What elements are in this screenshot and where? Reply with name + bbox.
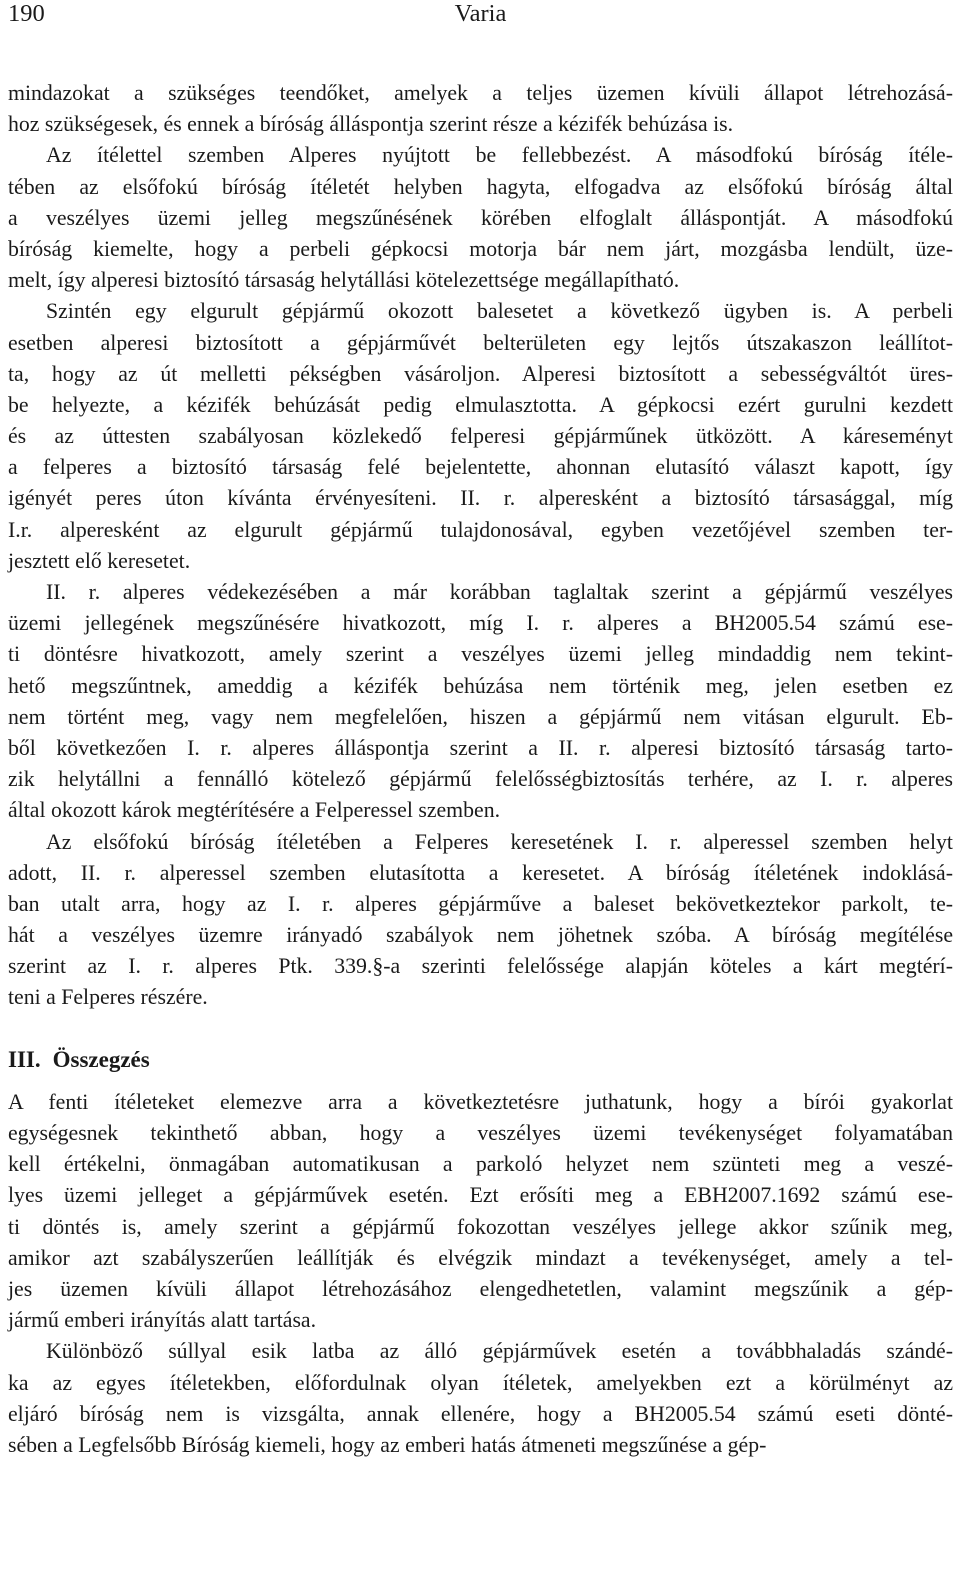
- text-line: Az ítélettel szemben Alperes nyújtott be fellebbezést. A másodfokú bíróság ítéle-: [46, 143, 953, 168]
- page-number: 190: [8, 0, 45, 27]
- text-line: jármű emberi irányítás alatt tartása.: [8, 1308, 317, 1333]
- text-line: Szintén egy elgurult gépjármű okozott balesetet a következő ügyben is. A perbeli: [46, 299, 953, 324]
- paragraph: [8, 577, 953, 827]
- paragraph: [8, 1336, 953, 1461]
- text-line: bíróság kiemelte, hogy a perbeli gépkocsi motorja bár nem járt, mozgásba lendült, üze-: [8, 236, 953, 261]
- text-line: jesztett elő keresetet.: [8, 548, 191, 573]
- text-line: ti döntés is, amely szerint a gépjármű fokozottan veszélyes jellege akkor szűnik meg,: [8, 1214, 953, 1239]
- text-line: esetben alperesi biztosított a gépjárművét belterületen egy lejtős útszakaszon leállítot-: [8, 330, 953, 355]
- text-line: sében a Legfelsőbb Bíróság kiemeli, hogy az emberi hatás átmeneti megszűnése a gép-: [8, 1432, 767, 1457]
- text-line: eljáró bíróság nem is vizsgálta, annak ellenére, hogy a BH2005.54 számú eseti dönté-: [8, 1401, 953, 1426]
- text-line: a veszélyes üzemi jelleg megszűnésének körében elfoglalt álláspontját. A másodfokú: [8, 205, 953, 230]
- text-line: szerint az I. r. alperes Ptk. 339.§-a szerinti felelőssége alapján köteles a kárt megtérí-: [8, 954, 953, 979]
- text-line: hoz szükségesek, és ennek a bíróság álláspontja szerint része a kézifék behúzása is.: [8, 112, 734, 137]
- text-line: a felperes a biztosító társaság felé bejelentette, ahonnan elutasító választ kapott, így: [8, 455, 953, 480]
- text-line: teni a Felperes részére.: [8, 985, 208, 1010]
- text-line: egységesnek tekinthető abban, hogy a veszélyes üzemi tevékenységet folyamatában: [8, 1121, 953, 1145]
- running-header: [8, 0, 953, 34]
- text-line: ta, hogy az út melletti pékségben vásároljon. Alperesi biztosított a sebességváltót üres-: [8, 361, 953, 386]
- text-line: igényét peres úton kívánta érvényesíteni. II. r. alperesként a biztosító társasággal, míg: [8, 486, 953, 511]
- text-line: amikor azt szabályszerűen leállítják és elvégzik mindazt a tevékenységet, amely a tel-: [8, 1245, 953, 1270]
- text-line: tében az elsőfokú bíróság ítéletét helyben hagyta, elfogadva az elsőfokú bíróság által: [8, 174, 953, 199]
- text-line: és az úttesten szabályosan közlekedő felperesi gépjárműnek ütközött. A káreseményt: [8, 424, 953, 449]
- paragraph: [8, 296, 953, 577]
- text-line: Különböző súllyal esik latba az álló gépjárművek esetén a továbbhaladás szándé-: [46, 1339, 953, 1364]
- text-line: mindazokat a szükséges teendőket, amelyek a teljes üzemen kívüli állapot létrehozásá-: [8, 81, 953, 105]
- text-line: ka az egyes ítéletekben, előfordulnak olyan ítéletek, amelyekben ezt a körülményt az: [8, 1370, 953, 1395]
- text-line: nem történt meg, vagy nem megfelelően, hiszen a gépjármű nem vitásan elgurult. Eb-: [8, 704, 953, 729]
- text-line: melt, így alperesi biztosító társaság helytállási kötelezettsége megállapítható.: [8, 268, 680, 293]
- text-line: által okozott károk megtérítésére a Felperessel szemben.: [8, 798, 501, 823]
- text-line: kell értékelni, önmagában automatikusan a parkoló helyzet nem szünteti meg a veszé-: [8, 1152, 953, 1177]
- text-line: hát a veszélyes üzemre irányadó szabályok nem jöhetnek szóba. A bíróság megítélése: [8, 923, 953, 948]
- text-line: Az elsőfokú bíróság ítéletében a Felperes keresetének I. r. alperessel szemben helyt: [46, 829, 953, 854]
- text-line: jes üzemen kívüli állapot létrehozásához elengedhetetlen, valamint megszűnik a gép-: [8, 1276, 953, 1301]
- text-line: A fenti ítéleteket elemezve arra a következtetésre juthatunk, hogy a bírói gyakorlat: [8, 1089, 953, 1114]
- text-line: ti döntésre hivatkozott, amely szerint a veszélyes üzemi jelleg mindaddig nem tekint-: [8, 642, 953, 667]
- text-line: lyes üzemi jelleget a gépjárművek esetén. Ezt erősíti meg a EBH2007.1692 számú ese-: [8, 1183, 953, 1208]
- text-line: I.r. alperesként az elgurult gépjármű tulajdonosával, egyben vezetőjével szemben ter-: [8, 517, 953, 542]
- text-line: hető megszűntnek, ameddig a kézifék behúzása nem történik meg, jelen esetben ez: [8, 673, 953, 698]
- paragraphs-after-heading: [8, 1087, 953, 1461]
- paragraph: [8, 827, 953, 1014]
- section-heading-title: Összegzés: [52, 1046, 150, 1072]
- text-line: II. r. alperes védekezésében a már korábban taglaltak szerint a gépjármű veszélyes: [46, 580, 953, 604]
- paragraphs-before-heading: [8, 78, 953, 1014]
- body-text: [8, 78, 953, 1461]
- paragraph: [8, 1087, 953, 1337]
- running-head-title: Varia: [454, 0, 507, 27]
- section-heading-number: III.: [8, 1046, 41, 1072]
- text-line: adott, II. r. alperessel szemben elutasította a keresetet. A bíróság ítéletének indoklásá-: [8, 860, 953, 885]
- paragraph: [8, 140, 953, 296]
- text-line: zik helytállni a fennálló kötelező gépjármű felelősségbiztosítás terhére, az I. r. alperes: [8, 767, 953, 792]
- paragraph: [8, 78, 953, 140]
- text-line: be helyezte, a kézifék behúzását pedig elmulasztotta. A gépkocsi ezért gurulni kezdett: [8, 392, 953, 417]
- text-line: ban utalt arra, hogy az I. r. alperes gépjárműve a baleset bekövetkeztekor parkolt, te-: [8, 891, 953, 916]
- text-line: üzemi jellegének megszűnésére hivatkozott, míg I. r. alperes a BH2005.54 számú ese-: [8, 611, 953, 636]
- section-heading: [8, 1044, 953, 1075]
- text-line: ből következően I. r. alperes álláspontja szerint a II. r. alperesi biztosító társaság tarto-: [8, 735, 953, 760]
